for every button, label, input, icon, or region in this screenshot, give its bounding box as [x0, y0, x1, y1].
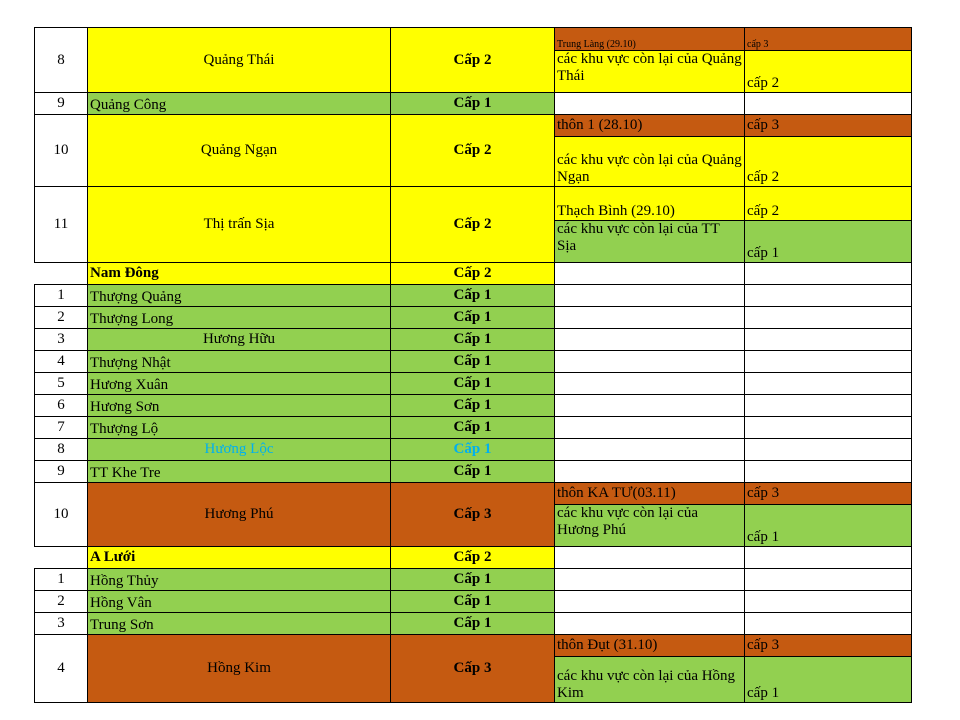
commune-name: Hồng Kim — [88, 635, 391, 703]
commune-name: Hương Lộc — [88, 439, 391, 461]
commune-name: Thượng Quảng — [88, 285, 391, 307]
table-row — [35, 93, 912, 115]
sub-area: Trung Làng (29.10) — [555, 28, 745, 51]
commune-name: Thượng Lộ — [88, 417, 391, 439]
commune-name: Hương Sơn — [88, 395, 391, 417]
row-number: 4 — [35, 635, 88, 703]
table-row — [35, 187, 912, 221]
table-row — [35, 635, 912, 657]
commune-name: Hương Phú — [88, 483, 391, 547]
commune-name: Quảng Công — [88, 93, 391, 115]
commune-level: Cấp 1 — [391, 613, 555, 635]
row-number: 10 — [35, 483, 88, 547]
commune-level: Cấp 1 — [391, 461, 555, 483]
row-number: 4 — [35, 351, 88, 373]
commune-name: Hồng Thủy — [88, 569, 391, 591]
commune-level: Cấp 1 — [391, 351, 555, 373]
commune-name: Hương Hữu — [88, 329, 391, 351]
commune-name: Thượng Nhật — [88, 351, 391, 373]
commune-name: Quảng Thái — [88, 28, 391, 93]
row-number: 8 — [35, 28, 88, 93]
row-number: 2 — [35, 307, 88, 329]
sub-area: thôn 1 (28.10) — [555, 115, 745, 137]
row-number: 5 — [35, 373, 88, 395]
sub-area: thôn Đụt (31.10) — [555, 635, 745, 657]
sub-area: thôn KA TƯ(03.11) — [555, 483, 745, 505]
commune-level: Cấp 3 — [391, 483, 555, 547]
row-number: 8 — [35, 439, 88, 461]
commune-level: Cấp 1 — [391, 591, 555, 613]
sub-area-level: cấp 2 — [745, 137, 912, 187]
commune-name: TT Khe Tre — [88, 461, 391, 483]
commune-level: Cấp 1 — [391, 417, 555, 439]
table-row — [35, 307, 912, 329]
table-row — [35, 285, 912, 307]
row-number: 3 — [35, 613, 88, 635]
commune-name: Hương Xuân — [88, 373, 391, 395]
sub-area: các khu vực còn lại của Hương Phú — [555, 505, 745, 547]
sub-area-level: cấp 3 — [745, 635, 912, 657]
covid-level-table — [34, 27, 912, 703]
commune-name: Thượng Long — [88, 307, 391, 329]
sub-area-level: cấp 1 — [745, 657, 912, 703]
sub-area-level: cấp 3 — [745, 483, 912, 505]
commune-level: Cấp 2 — [391, 28, 555, 93]
commune-level: Cấp 1 — [391, 395, 555, 417]
row-number: 7 — [35, 417, 88, 439]
row-number: 10 — [35, 115, 88, 187]
row-number: 3 — [35, 329, 88, 351]
table-row — [35, 461, 912, 483]
table-row — [35, 591, 912, 613]
sub-area-level: cấp 2 — [745, 51, 912, 93]
sub-area: các khu vực còn lại của Quảng Ngạn — [555, 137, 745, 187]
table-row — [35, 329, 912, 351]
row-number: 6 — [35, 395, 88, 417]
table-row — [35, 373, 912, 395]
table-row — [35, 28, 912, 51]
table-row — [35, 483, 912, 505]
district-name: A Lưới — [88, 547, 391, 569]
commune-level: Cấp 2 — [391, 115, 555, 187]
district-row — [35, 263, 912, 285]
row-number: 2 — [35, 591, 88, 613]
sub-area: các khu vực còn lại của Hồng Kim — [555, 657, 745, 703]
sub-area-level: cấp 2 — [745, 187, 912, 221]
sub-area-level: cấp 1 — [745, 221, 912, 263]
table-row — [35, 417, 912, 439]
row-number: 1 — [35, 285, 88, 307]
district-level: Cấp 2 — [391, 263, 555, 285]
commune-level: Cấp 3 — [391, 635, 555, 703]
commune-level: Cấp 1 — [391, 569, 555, 591]
district-level: Cấp 2 — [391, 547, 555, 569]
table-row — [35, 569, 912, 591]
commune-level: Cấp 1 — [391, 439, 555, 461]
row-number: 9 — [35, 461, 88, 483]
sub-area-level: cấp 3 — [745, 115, 912, 137]
table-row — [35, 439, 912, 461]
table-row — [35, 115, 912, 137]
commune-level: Cấp 1 — [391, 307, 555, 329]
commune-level: Cấp 1 — [391, 285, 555, 307]
table-row — [35, 351, 912, 373]
sub-area: các khu vực còn lại của TT Sịa — [555, 221, 745, 263]
row-number: 9 — [35, 93, 88, 115]
district-name: Nam Đông — [88, 263, 391, 285]
commune-level: Cấp 1 — [391, 93, 555, 115]
table-row — [35, 395, 912, 417]
commune-name: Thị trấn Sịa — [88, 187, 391, 263]
commune-level: Cấp 1 — [391, 373, 555, 395]
commune-level: Cấp 2 — [391, 187, 555, 263]
sub-area-level: cấp 3 — [745, 28, 912, 51]
sub-area: Thạch Bình (29.10) — [555, 187, 745, 221]
commune-level: Cấp 1 — [391, 329, 555, 351]
row-number: 11 — [35, 187, 88, 263]
district-row — [35, 547, 912, 569]
commune-name: Quảng Ngạn — [88, 115, 391, 187]
commune-name: Trung Sơn — [88, 613, 391, 635]
row-number: 1 — [35, 569, 88, 591]
sub-area-level: cấp 1 — [745, 505, 912, 547]
table-row — [35, 613, 912, 635]
commune-name: Hồng Vân — [88, 591, 391, 613]
sub-area: các khu vực còn lại của Quảng Thái — [555, 51, 745, 93]
